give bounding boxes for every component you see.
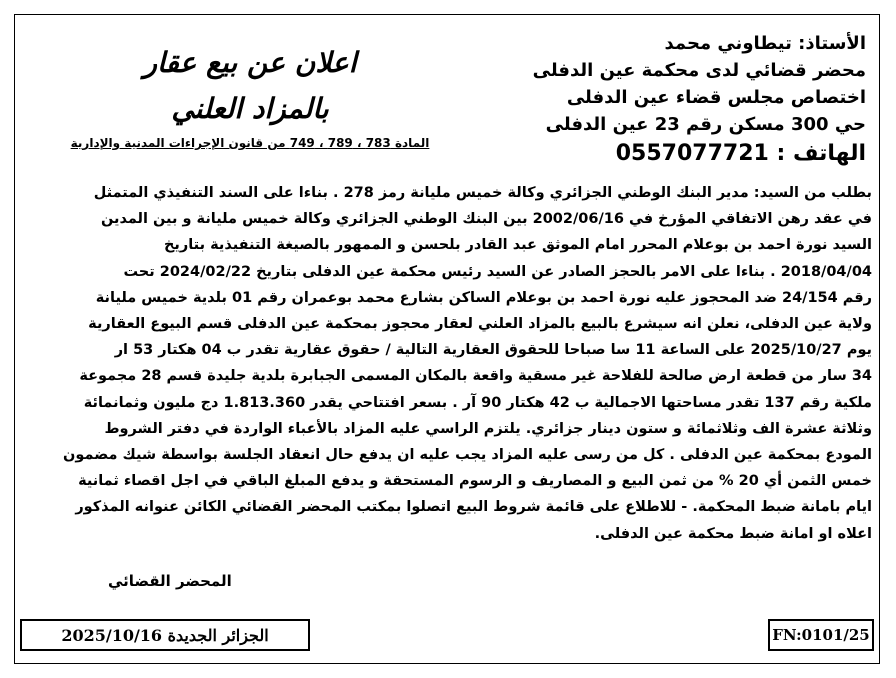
newspaper-date: الجزائر الجديدة 2025/10/16 — [61, 625, 269, 645]
bailiff-court: محضر قضائي لدى محكمة عين الدفلى — [532, 60, 866, 81]
bailiff-header — [446, 30, 866, 167]
body-line: المودع بمحكمة عين الدفلى . كل من رسى عليه المزاد يجب عليه ان يدفع حال انعقاد الجلسة بواسطة شيك مضمون — [63, 447, 872, 464]
body-line: ايام بامانة ضبط المحكمة. - للاطلاع على قائمة شروط البيع اتصلوا بمكتب المحضر القضائي الكائن عنوانه المذكور — [75, 499, 872, 516]
bailiff-name: الأستاذ: تيطاوني محمد — [664, 33, 866, 54]
body-line: ولاية عين الدفلى، نعلن انه سيشرع بالبيع بالمزاد العلني لعقار محجوز بمحكمة عين الدفلى قسم البيوع العقارية — [88, 316, 872, 333]
notice-body — [26, 180, 872, 547]
body-line: 34 سار من قطعة ارض صالحة للفلاحة غير مسقية واقعة بالمكان المسمى الجبابرة بلدية جليدة قسم 28 مجموعة — [79, 368, 872, 385]
bailiff-jurisdiction: اختصاص مجلس قضاء عين الدفلى — [566, 87, 866, 108]
notice-title-block — [50, 40, 450, 150]
signature: المحضر القضائي — [108, 572, 232, 590]
body-line: رقم 24/154 ضد المحجوز عليه نورة احمد بن بوعلام الساكن بشارع محمد بوعمران رقم 01 بلدية خميس مليانة — [95, 289, 872, 306]
body-line: 2018/04/04 . بناءا على الامر بالحجز الصادر عن السيد رئيس محكمة عين الدفلى بتاريخ 2024/02/22 تحت — [123, 263, 872, 280]
file-number: FN:0101/25 — [772, 626, 870, 644]
body-line: بطلب من السيد: مدير البنك الوطني الجزائري وكالة خميس مليانة رمز 278 . بناءا على السند التنفيذي المتمثل — [93, 185, 872, 201]
body-line: السيد نورة احمد بن بوعلام المحرر امام الموثق عبد القادر بلحسن و الممهور بالصيغة التنفيذية بتاريخ — [163, 237, 872, 254]
body-line: في عقد رهن الاتفاقي المؤرخ في 2002/06/16 بين البنك الوطني الجزائري وكالة خميس مليانة و بين المدين — [100, 211, 872, 228]
body-line: اعلاه او امانة ضبط محكمة عين الدفلى. — [594, 525, 872, 542]
body-line: يوم 2025/10/27 على الساعة 11 سا صباحا للحقوق العقارية التالية / حقوق عقارية تقدر ب 04 هكتار 53 ار — [114, 342, 872, 359]
newspaper-date-box — [20, 619, 310, 651]
body-line: خمس الثمن أي 20 % من ثمن البيع و المصاريف و الرسوم المستحقة و يدفع المبلغ الباقي في اجل اقصاء ثمانية — [78, 473, 872, 490]
body-line: وثلاثة عشرة الف وثلاثمائة و ستون دينار جزائري. يلتزم الراسي عليه المزاد بالأعباء الواردة في دفتر الشروط — [104, 420, 872, 437]
bailiff-phone: الهاتف : 0557077721 — [615, 141, 866, 166]
body-line: ملكية رقم 137 تقدر مساحتها الاجمالية ب 42 هكتار 90 آر . بسعر افتتاحي يقدر 1.813.360 دج مليون وثمانمائة — [83, 394, 872, 411]
file-number-box — [768, 619, 874, 651]
bailiff-address: حي 300 مسكن رقم 23 عين الدفلى — [545, 114, 866, 135]
notice-title-line1: اعلان عن بيع عقار — [143, 46, 357, 79]
notice-title-line2: بالمزاد العلني — [171, 92, 329, 125]
legal-article-reference: المادة 783 ، 789 ، 749 من قانون الإجراءات المدنية والإدارية — [70, 136, 430, 150]
